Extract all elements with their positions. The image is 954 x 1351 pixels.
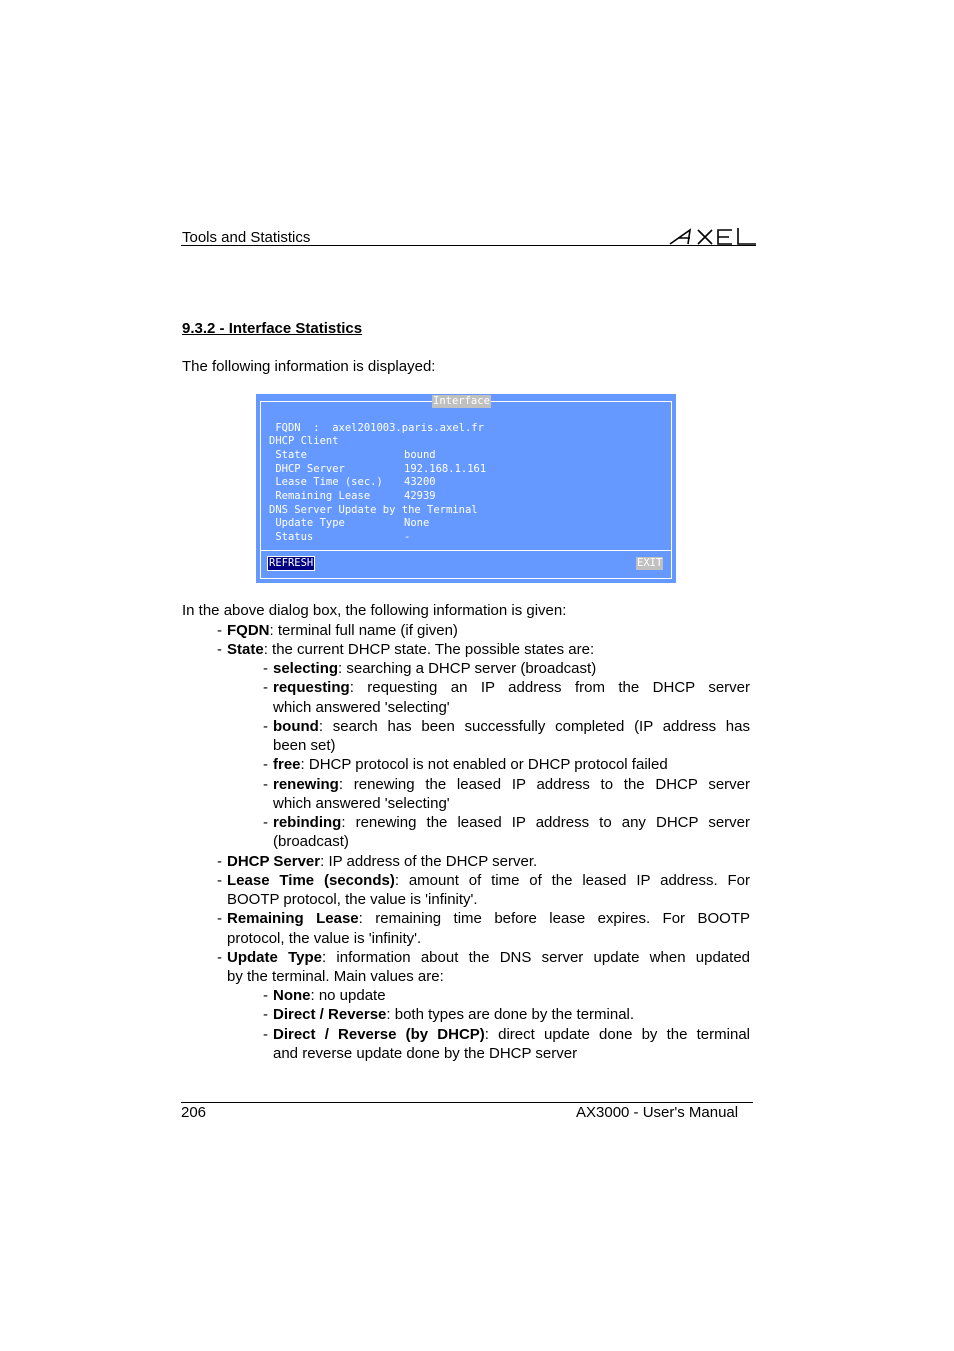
desc-free: : DHCP protocol is not enabled or DHCP protocol failed <box>300 756 668 773</box>
bullet-dash: - <box>263 776 268 793</box>
body-lead: In the above dialog box, the following information is given: <box>182 602 567 619</box>
item-state <box>227 640 594 659</box>
term-direct-reverse: Direct / Reverse <box>273 1006 387 1023</box>
dialog-line-fqdn: FQDN : axel201003.paris.axel.fr <box>269 422 484 434</box>
bullet-dash: - <box>217 853 222 870</box>
bullet-dash: - <box>217 622 222 639</box>
dialog-separator <box>260 550 672 551</box>
intro-text: The following information is displayed: <box>182 358 436 375</box>
dialog-line-dns-update: DNS Server Update by the Terminal <box>269 504 478 516</box>
term-rebinding: rebinding <box>273 814 342 831</box>
bullet-dash: - <box>263 660 268 677</box>
desc-lease-time: : amount of time of the leased IP address. For <box>394 872 751 889</box>
term-fqdn: FQDN <box>227 622 270 639</box>
term-state: State <box>227 641 264 658</box>
dialog-value-lease-time: 43200 <box>404 476 436 488</box>
exit-button[interactable]: EXIT <box>637 557 663 569</box>
footer-rule <box>181 1102 753 1103</box>
desc-renewing: : renewing the leased IP address to the DHCP server <box>338 776 750 793</box>
refresh-button[interactable]: REFRESH <box>269 557 314 569</box>
term-requesting: requesting <box>273 679 350 696</box>
desc-update-type-cont: by the terminal. Main values are: <box>227 968 444 985</box>
term-selecting: selecting <box>273 660 339 677</box>
term-lease-time: Lease Time (seconds) <box>227 872 395 889</box>
desc-direct-reverse-dhcp: : direct update done by the terminal <box>484 1026 750 1043</box>
term-update-type: Update Type <box>227 949 322 966</box>
desc-rebinding: : renewing the leased IP address to any DHCP server <box>341 814 750 831</box>
term-free: free <box>273 756 301 773</box>
item-free <box>273 755 668 774</box>
bullet-dash: - <box>263 718 268 735</box>
dialog-title: Interface <box>433 395 490 407</box>
desc-none: : no update <box>310 987 386 1004</box>
desc-bound: : search has been successfully completed (IP address has <box>318 718 750 735</box>
dialog-value-dhcp-server: 192.168.1.161 <box>404 463 487 475</box>
dialog-value-state: bound <box>404 449 436 461</box>
item-renewing <box>273 775 750 794</box>
desc-selecting: : searching a DHCP server (broadcast) <box>338 660 597 677</box>
bullet-dash: - <box>217 872 222 889</box>
term-dhcp-server: DHCP Server <box>227 853 321 870</box>
section-title: 9.3.2 - Interface Statistics <box>182 320 363 337</box>
desc-lease-time-cont: BOOTP protocol, the value is 'infinity'. <box>227 891 478 908</box>
item-fqdn <box>227 621 458 640</box>
desc-fqdn: : terminal full name (if given) <box>269 622 458 639</box>
item-direct-reverse-dhcp <box>273 1025 750 1044</box>
bullet-dash: - <box>217 641 222 658</box>
desc-rebinding-cont: (broadcast) <box>273 833 349 850</box>
item-bound <box>273 717 750 736</box>
term-bound: bound <box>273 718 319 735</box>
item-none <box>273 986 386 1005</box>
bullet-dash: - <box>217 910 222 927</box>
bullet-dash: - <box>263 679 268 696</box>
dialog-label-status: Status <box>269 531 314 543</box>
desc-direct-reverse: : both types are done by the terminal. <box>386 1006 635 1023</box>
bullet-dash: - <box>263 1026 268 1043</box>
bullet-dash: - <box>263 814 268 831</box>
desc-dhcp-server: : IP address of the DHCP server. <box>320 853 538 870</box>
item-rebinding <box>273 813 750 832</box>
bullet-dash: - <box>263 1006 268 1023</box>
desc-direct-reverse-dhcp-cont: and reverse update done by the DHCP server <box>273 1045 578 1062</box>
term-remaining-lease: Remaining Lease <box>227 910 359 927</box>
item-requesting <box>273 678 750 697</box>
running-header: Tools and Statistics <box>182 229 311 246</box>
header-rule <box>181 245 756 246</box>
page-number: 206 <box>181 1104 207 1121</box>
dialog-label-state: State <box>269 449 307 461</box>
desc-remaining-lease-cont: protocol, the value is 'infinity'. <box>227 930 422 947</box>
dialog-label-remaining-lease: Remaining Lease <box>269 490 371 502</box>
bullet-dash: - <box>263 987 268 1004</box>
item-remaining-lease <box>227 909 750 928</box>
item-dhcp-server <box>227 852 537 871</box>
desc-update-type: : information about the DNS server update when updated <box>321 949 750 966</box>
dialog-label-update-type: Update Type <box>269 517 345 529</box>
dialog-label-dhcp-server: DHCP Server <box>269 463 345 475</box>
interface-dialog <box>256 394 676 583</box>
item-update-type <box>227 948 750 967</box>
desc-remaining-lease: : remaining time before lease expires. For BOOTP <box>358 910 750 927</box>
item-lease-time <box>227 871 750 890</box>
item-direct-reverse <box>273 1005 634 1024</box>
dialog-line-dhcp-client: DHCP Client <box>269 435 339 447</box>
desc-requesting-cont: which answered 'selecting' <box>273 699 450 716</box>
bullet-dash: - <box>263 756 268 773</box>
desc-requesting: : requesting an IP address from the DHCP server <box>349 679 750 696</box>
dialog-value-update-type: None <box>404 517 430 529</box>
dialog-value-status: - <box>404 531 411 543</box>
dialog-value-remaining-lease: 42939 <box>404 490 436 502</box>
manual-title: AX3000 - User's Manual <box>576 1104 739 1121</box>
bullet-dash: - <box>217 949 222 966</box>
term-renewing: renewing <box>273 776 339 793</box>
dialog-label-lease-time: Lease Time (sec.) <box>269 476 383 488</box>
term-none: None <box>273 987 311 1004</box>
desc-renewing-cont: which answered 'selecting' <box>273 795 450 812</box>
item-selecting <box>273 659 596 678</box>
term-direct-reverse-dhcp: Direct / Reverse (by DHCP) <box>273 1026 485 1043</box>
desc-bound-cont: been set) <box>273 737 336 754</box>
desc-state: : the current DHCP state. The possible states are: <box>263 641 595 658</box>
